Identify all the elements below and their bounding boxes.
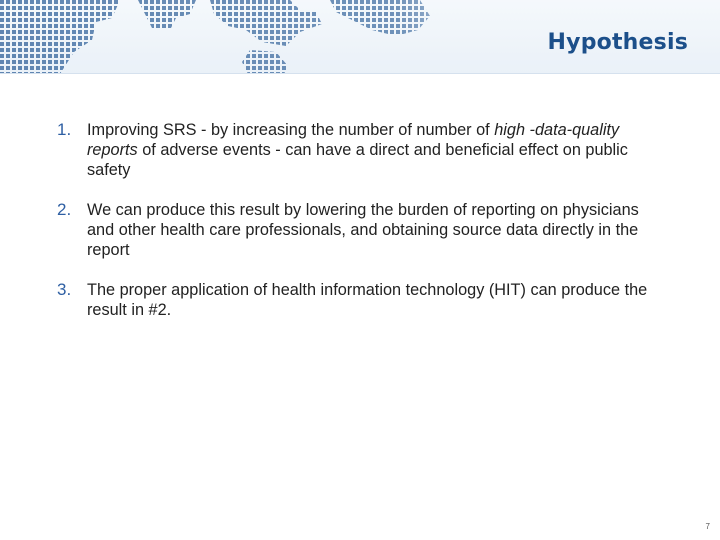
list-item: [57, 120, 657, 180]
header-divider: [0, 73, 720, 74]
item-text: of adverse events - can have a direct and beneficial effect on public safety: [87, 141, 628, 179]
item-text-italic: high -data-quality reports: [87, 121, 620, 159]
item-text: Improving SRS - by increasing the number of number of: [87, 121, 495, 139]
item-number: 1.: [57, 120, 72, 139]
item-text: We can produce this result by lowering the burden of reporting on physicians and other health care professionals, and obtaining source data directly in the report: [87, 201, 639, 259]
list-item: [57, 200, 657, 260]
item-text: The proper application of health information technology (HIT) can produce the result in #2.: [87, 281, 648, 319]
hypothesis-list: [57, 120, 657, 320]
slide-title: Hypothesis: [547, 30, 688, 55]
slide-header: [0, 0, 720, 74]
item-number: 3.: [57, 280, 72, 299]
list-item: [57, 280, 657, 320]
page-number: 7: [705, 522, 710, 531]
item-number: 2.: [57, 200, 72, 219]
